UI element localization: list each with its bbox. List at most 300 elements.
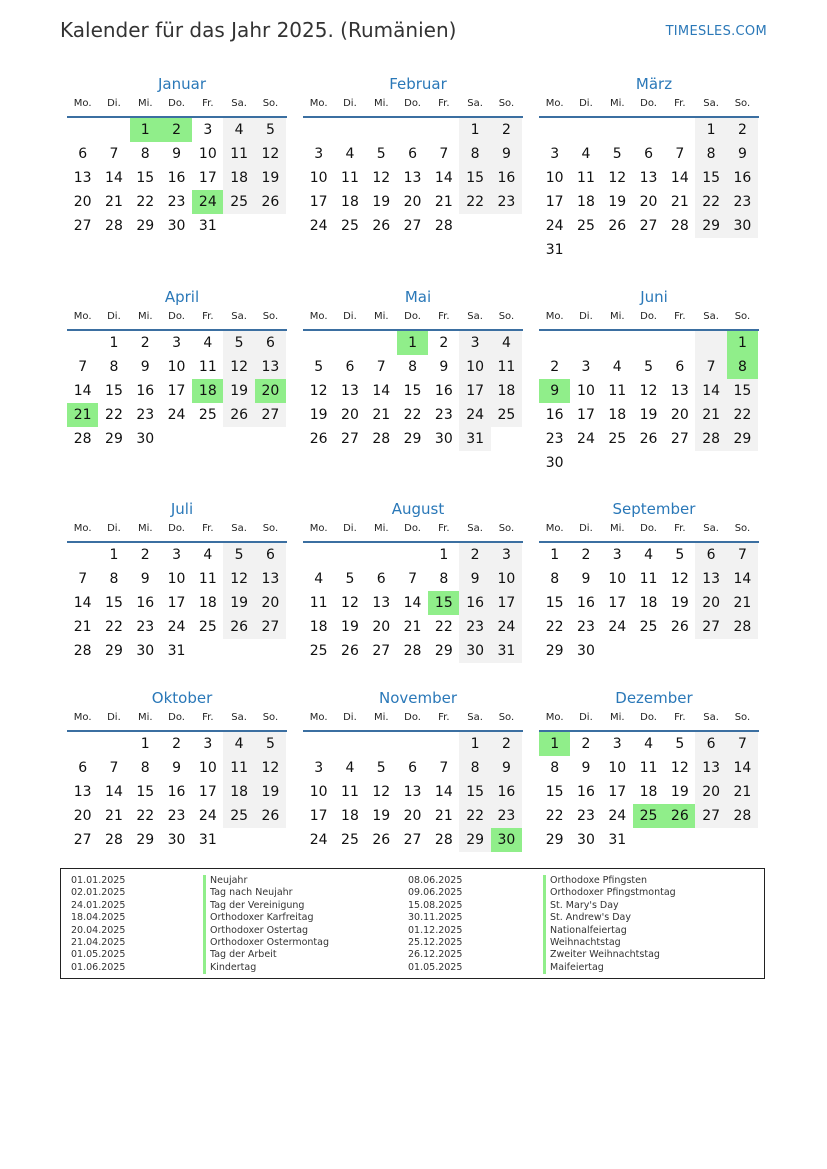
day-cell: 3	[314, 146, 324, 162]
day-cell: 24	[545, 218, 564, 234]
empty-cell	[602, 118, 633, 142]
day-cell: 8	[140, 760, 150, 776]
day-cell: 2	[459, 543, 490, 567]
day-cell: 7	[695, 355, 726, 379]
weekday-label: Do.	[640, 311, 657, 322]
day-cell: 22	[545, 619, 564, 635]
day-cell: 17	[198, 170, 217, 186]
month-name: Dezember	[615, 689, 693, 707]
day-cell: 29	[434, 643, 453, 659]
holiday-legend	[60, 868, 765, 979]
day-cell: 25	[198, 619, 217, 635]
empty-cell	[366, 732, 397, 756]
weekday-label: Fr.	[674, 311, 686, 322]
day-cell: 29	[136, 832, 155, 848]
holiday-name: Tag der Vereinigung	[203, 900, 329, 912]
day-cell: 27	[403, 832, 422, 848]
day-cell: 5	[376, 760, 386, 776]
day-cell: 7	[727, 543, 758, 567]
day-cell: 23	[459, 615, 490, 639]
day-cell: 28	[727, 615, 758, 639]
day-cell: 20	[73, 808, 92, 824]
day-cell: 18	[223, 780, 254, 804]
day-cell: 1	[695, 118, 726, 142]
day-cell: 11	[608, 383, 627, 399]
weekday-label: Mi.	[373, 98, 389, 109]
weekday-label: Mi.	[137, 98, 153, 109]
day-cell: 30	[727, 214, 758, 238]
day-grid	[67, 732, 295, 852]
day-cell: 21	[372, 407, 391, 423]
day-cell: 12	[223, 567, 254, 591]
weekday-label: Fr.	[674, 523, 686, 534]
empty-cell	[664, 331, 695, 355]
month-juni	[545, 285, 767, 475]
day-cell: 17	[309, 194, 328, 210]
day-cell: 27	[73, 832, 92, 848]
day-cell: 2	[727, 118, 758, 142]
day-cell: 18	[198, 595, 217, 611]
weekday-header	[67, 710, 295, 730]
day-cell: 29	[105, 431, 123, 447]
weekday-label: Di.	[579, 98, 593, 109]
day-grid	[67, 118, 295, 238]
holiday-date: 01.12.2025	[408, 924, 463, 936]
empty-cell	[602, 331, 633, 355]
weekday-label: So.	[498, 98, 515, 109]
day-cell: 27	[695, 804, 726, 828]
day-cell: 9	[459, 567, 490, 591]
day-cell: 11	[223, 756, 254, 780]
day-cell: 5	[675, 547, 685, 563]
day-cell: 1	[550, 547, 560, 563]
day-cell: 20	[341, 407, 359, 423]
day-cell: 11	[577, 170, 595, 186]
day-cell: 6	[695, 732, 726, 756]
day-cell: 25	[223, 804, 254, 828]
month-oktober	[73, 686, 295, 852]
day-cell: 14	[105, 170, 123, 186]
weekday-label: Mo.	[309, 98, 328, 109]
day-cell: 19	[223, 379, 254, 403]
holiday-date: 20.04.2025	[71, 924, 126, 936]
day-cell: 28	[434, 218, 453, 234]
day-cell: 17	[459, 379, 490, 403]
holiday-name: Kindertag	[203, 962, 329, 974]
day-cell: 23	[136, 407, 155, 423]
day-cell: 8	[550, 760, 560, 776]
empty-cell	[397, 543, 428, 567]
weekday-header	[303, 710, 531, 730]
weekday-label: Mi.	[609, 311, 625, 322]
weekday-label: Do.	[168, 523, 185, 534]
empty-cell	[98, 118, 129, 142]
day-cell: 11	[639, 760, 658, 776]
legend-dates-left	[71, 875, 125, 974]
legend-dates-right	[408, 875, 462, 974]
day-cell: 14	[727, 567, 758, 591]
day-cell: 19	[309, 407, 328, 423]
day-cell: 2	[172, 736, 181, 752]
day-cell: 5	[612, 146, 622, 162]
day-cell: 17	[491, 591, 522, 615]
day-cell: 21	[73, 619, 92, 635]
day-cell: 13	[639, 170, 658, 186]
day-cell: 10	[309, 170, 328, 186]
day-cell: 28	[73, 643, 92, 659]
day-cell: 30	[545, 455, 564, 471]
empty-cell	[570, 118, 601, 142]
day-cell: 15	[136, 170, 155, 186]
day-cell: 7	[109, 760, 119, 776]
weekday-header	[303, 521, 531, 541]
day-grid	[67, 331, 295, 451]
day-grid	[539, 118, 767, 262]
day-cell: 14	[372, 383, 391, 399]
month-name: November	[378, 689, 458, 707]
day-cell: 3	[550, 146, 560, 162]
day-cell: 15	[105, 383, 123, 399]
day-cell: 9	[140, 359, 150, 375]
day-cell: 11	[341, 170, 359, 186]
day-cell: 18	[577, 194, 595, 210]
empty-cell	[303, 118, 334, 142]
day-cell: 11	[198, 359, 217, 375]
empty-cell	[67, 732, 98, 756]
day-cell: 3	[612, 736, 622, 752]
weekday-label: Mo.	[309, 712, 328, 723]
day-cell: 20	[695, 780, 726, 804]
day-cell: 10	[608, 760, 627, 776]
day-cell: 4	[644, 736, 653, 752]
weekday-label: Di.	[343, 712, 357, 723]
day-cell: 6	[376, 571, 386, 587]
holiday-name: Maifeiertag	[543, 962, 676, 974]
month-februar	[309, 72, 531, 238]
weekday-label: Do.	[404, 523, 421, 534]
day-cell: 29	[545, 643, 564, 659]
day-cell: 22	[105, 619, 123, 635]
day-cell: 16	[577, 595, 595, 611]
day-cell: 23	[136, 619, 155, 635]
day-cell: 1	[109, 547, 119, 563]
day-cell: 7	[78, 571, 88, 587]
month-name: August	[391, 500, 445, 518]
day-cell: 10	[198, 146, 217, 162]
day-cell: 24	[309, 832, 328, 848]
day-cell: 27	[341, 431, 359, 447]
day-cell: 12	[670, 571, 689, 587]
holiday-date: 25.12.2025	[408, 936, 463, 948]
holiday-date: 24.01.2025	[71, 899, 126, 911]
day-cell: 14	[73, 595, 92, 611]
month-juli	[73, 497, 295, 663]
day-cell: 8	[140, 146, 150, 162]
day-cell: 26	[223, 403, 254, 427]
day-cell: 15	[459, 780, 490, 804]
weekday-label: Sa.	[467, 311, 483, 322]
weekday-label: Fr.	[438, 311, 450, 322]
day-cell: 28	[105, 218, 123, 234]
day-cell: 6	[408, 760, 417, 776]
holiday-name: Orthodoxe Pfingsten	[543, 875, 676, 887]
empty-cell	[67, 118, 98, 142]
weekday-label: Do.	[640, 98, 657, 109]
day-cell: 3	[314, 760, 324, 776]
day-cell: 25	[341, 832, 359, 848]
day-cell: 9	[581, 760, 591, 776]
holiday-day-cell: 26	[664, 804, 695, 828]
month-name: Januar	[158, 75, 206, 93]
day-cell: 19	[608, 194, 627, 210]
day-cell: 20	[670, 407, 689, 423]
day-cell: 26	[255, 190, 286, 214]
weekday-label: Mo.	[545, 98, 564, 109]
day-cell: 1	[109, 335, 119, 351]
day-cell: 22	[727, 403, 758, 427]
holiday-date: 08.06.2025	[408, 875, 463, 886]
day-cell: 21	[434, 808, 453, 824]
day-cell: 7	[439, 760, 449, 776]
day-grid	[539, 543, 767, 663]
day-cell: 19	[372, 194, 391, 210]
weekday-label: So.	[262, 523, 279, 534]
day-cell: 25	[309, 643, 328, 659]
day-cell: 10	[577, 383, 595, 399]
day-cell: 13	[403, 784, 422, 800]
weekday-label: Mo.	[545, 712, 564, 723]
day-cell: 10	[459, 355, 490, 379]
day-cell: 25	[341, 218, 359, 234]
holiday-name: Orthodoxer Pfingstmontag	[543, 887, 676, 899]
day-cell: 24	[167, 619, 186, 635]
day-cell: 5	[255, 118, 286, 142]
month-name: Juni	[640, 288, 668, 306]
weekday-label: Mi.	[137, 523, 153, 534]
day-cell: 23	[491, 804, 522, 828]
weekday-label: Do.	[168, 311, 185, 322]
day-cell: 12	[255, 756, 286, 780]
empty-cell	[334, 118, 365, 142]
day-cell: 7	[675, 146, 685, 162]
day-cell: 29	[727, 427, 758, 451]
holiday-name: Tag nach Neujahr	[203, 887, 329, 899]
day-cell: 4	[345, 146, 355, 162]
day-cell: 28	[434, 832, 453, 848]
day-cell: 29	[136, 218, 155, 234]
weekday-label: So.	[262, 712, 279, 723]
day-cell: 27	[403, 218, 422, 234]
day-cell: 13	[341, 383, 359, 399]
weekday-label: Di.	[579, 712, 593, 723]
holiday-day-cell: 24	[192, 190, 223, 214]
weekday-label: Mo.	[545, 311, 564, 322]
day-cell: 14	[434, 170, 453, 186]
day-cell: 29	[545, 832, 564, 848]
holiday-date: 01.06.2025	[71, 961, 126, 973]
day-cell: 12	[608, 170, 627, 186]
day-cell: 15	[459, 166, 490, 190]
weekday-label: Sa.	[703, 98, 719, 109]
day-cell: 12	[223, 355, 254, 379]
day-cell: 26	[341, 643, 359, 659]
day-cell: 15	[695, 166, 726, 190]
day-cell: 14	[73, 383, 92, 399]
day-cell: 20	[255, 591, 286, 615]
day-cell: 16	[545, 407, 564, 423]
day-cell: 24	[608, 808, 627, 824]
day-cell: 29	[695, 214, 726, 238]
day-cell: 26	[255, 804, 286, 828]
empty-cell	[67, 331, 98, 355]
day-cell: 17	[198, 784, 217, 800]
day-cell: 15	[136, 784, 155, 800]
day-cell: 4	[223, 732, 254, 756]
day-cell: 19	[255, 166, 286, 190]
day-cell: 31	[608, 832, 627, 848]
day-cell: 31	[167, 643, 186, 659]
empty-cell	[397, 732, 428, 756]
day-cell: 29	[459, 828, 490, 852]
holiday-day-cell: 25	[633, 804, 664, 828]
day-cell: 31	[545, 242, 564, 258]
day-cell: 20	[73, 194, 92, 210]
day-cell: 22	[545, 808, 564, 824]
weekday-label: Di.	[343, 523, 357, 534]
day-cell: 6	[78, 760, 88, 776]
day-cell: 16	[491, 780, 522, 804]
day-cell: 24	[459, 403, 490, 427]
day-cell: 23	[577, 808, 595, 824]
holiday-name: Tag der Arbeit	[203, 949, 329, 961]
day-cell: 15	[545, 784, 564, 800]
day-cell: 6	[675, 359, 685, 375]
day-cell: 27	[73, 218, 92, 234]
day-cell: 27	[255, 403, 286, 427]
day-cell: 19	[372, 808, 391, 824]
day-cell: 16	[459, 591, 490, 615]
day-grid	[539, 331, 767, 475]
holiday-day-cell: 21	[67, 403, 98, 427]
empty-cell	[539, 118, 570, 142]
day-cell: 7	[109, 146, 119, 162]
day-cell: 16	[577, 784, 595, 800]
day-cell: 11	[309, 595, 328, 611]
day-cell: 4	[644, 547, 653, 563]
day-grid	[303, 118, 531, 238]
day-cell: 21	[727, 591, 758, 615]
day-cell: 24	[608, 619, 627, 635]
day-cell: 23	[727, 190, 758, 214]
day-grid	[303, 331, 531, 451]
day-cell: 24	[577, 431, 595, 447]
day-cell: 13	[695, 756, 726, 780]
empty-cell	[334, 543, 365, 567]
day-cell: 23	[491, 190, 522, 214]
weekday-label: Fr.	[438, 98, 450, 109]
day-cell: 2	[581, 547, 591, 563]
empty-cell	[303, 331, 334, 355]
day-cell: 29	[105, 643, 123, 659]
day-cell: 30	[167, 218, 186, 234]
day-cell: 9	[172, 760, 181, 776]
day-cell: 26	[608, 218, 627, 234]
month-januar	[73, 72, 295, 238]
day-cell: 21	[434, 194, 453, 210]
holiday-name: Orthodoxer Ostertag	[203, 925, 329, 937]
empty-cell	[428, 732, 459, 756]
day-cell: 18	[223, 166, 254, 190]
weekday-label: Sa.	[231, 311, 247, 322]
day-cell: 3	[612, 547, 622, 563]
weekday-label: Do.	[640, 523, 657, 534]
month-august	[309, 497, 531, 663]
day-cell: 23	[434, 407, 453, 423]
day-cell: 5	[345, 571, 355, 587]
weekday-header	[303, 96, 531, 116]
day-cell: 1	[459, 118, 490, 142]
day-cell: 19	[223, 591, 254, 615]
day-cell: 14	[403, 595, 422, 611]
day-cell: 7	[408, 571, 417, 587]
day-cell: 23	[167, 194, 186, 210]
day-cell: 18	[309, 619, 328, 635]
weekday-label: Di.	[107, 98, 121, 109]
day-cell: 16	[136, 383, 155, 399]
day-cell: 25	[577, 218, 595, 234]
holiday-name: Orthodoxer Karfreitag	[203, 912, 329, 924]
day-cell: 22	[136, 808, 155, 824]
weekday-label: Sa.	[231, 523, 247, 534]
weekday-label: Fr.	[202, 523, 214, 534]
holiday-date: 30.11.2025	[408, 912, 463, 924]
day-cell: 28	[695, 427, 726, 451]
day-cell: 13	[372, 595, 391, 611]
weekday-label: Mo.	[309, 523, 328, 534]
weekday-label: So.	[498, 712, 515, 723]
weekday-label: Di.	[579, 523, 593, 534]
holiday-name: Zweiter Weihnachtstag	[543, 949, 676, 961]
day-cell: 27	[670, 431, 689, 447]
site-logo-text[interactable]: TIMESLES.COM	[665, 24, 767, 39]
weekday-label: So.	[734, 712, 751, 723]
holiday-day-cell: 1	[727, 331, 758, 355]
weekday-label: Do.	[404, 311, 421, 322]
day-cell: 13	[73, 784, 92, 800]
day-cell: 20	[695, 591, 726, 615]
day-cell: 6	[408, 146, 417, 162]
day-cell: 5	[376, 146, 386, 162]
weekday-label: Di.	[343, 98, 357, 109]
day-cell: 12	[309, 383, 328, 399]
day-cell: 5	[314, 359, 324, 375]
holiday-day-cell: 2	[161, 118, 192, 142]
legend-names-right	[543, 875, 676, 974]
day-cell: 22	[434, 619, 453, 635]
month-name: Mai	[404, 288, 432, 306]
day-cell: 1	[140, 736, 150, 752]
day-cell: 13	[670, 383, 689, 399]
empty-cell	[539, 331, 570, 355]
holiday-name: Weihnachtstag	[543, 937, 676, 949]
day-cell: 2	[491, 732, 522, 756]
day-cell: 2	[439, 335, 449, 351]
weekday-label: Do.	[168, 98, 185, 109]
day-cell: 24	[198, 808, 217, 824]
holiday-day-cell: 9	[539, 379, 570, 403]
day-cell: 23	[545, 431, 564, 447]
empty-cell	[303, 732, 334, 756]
